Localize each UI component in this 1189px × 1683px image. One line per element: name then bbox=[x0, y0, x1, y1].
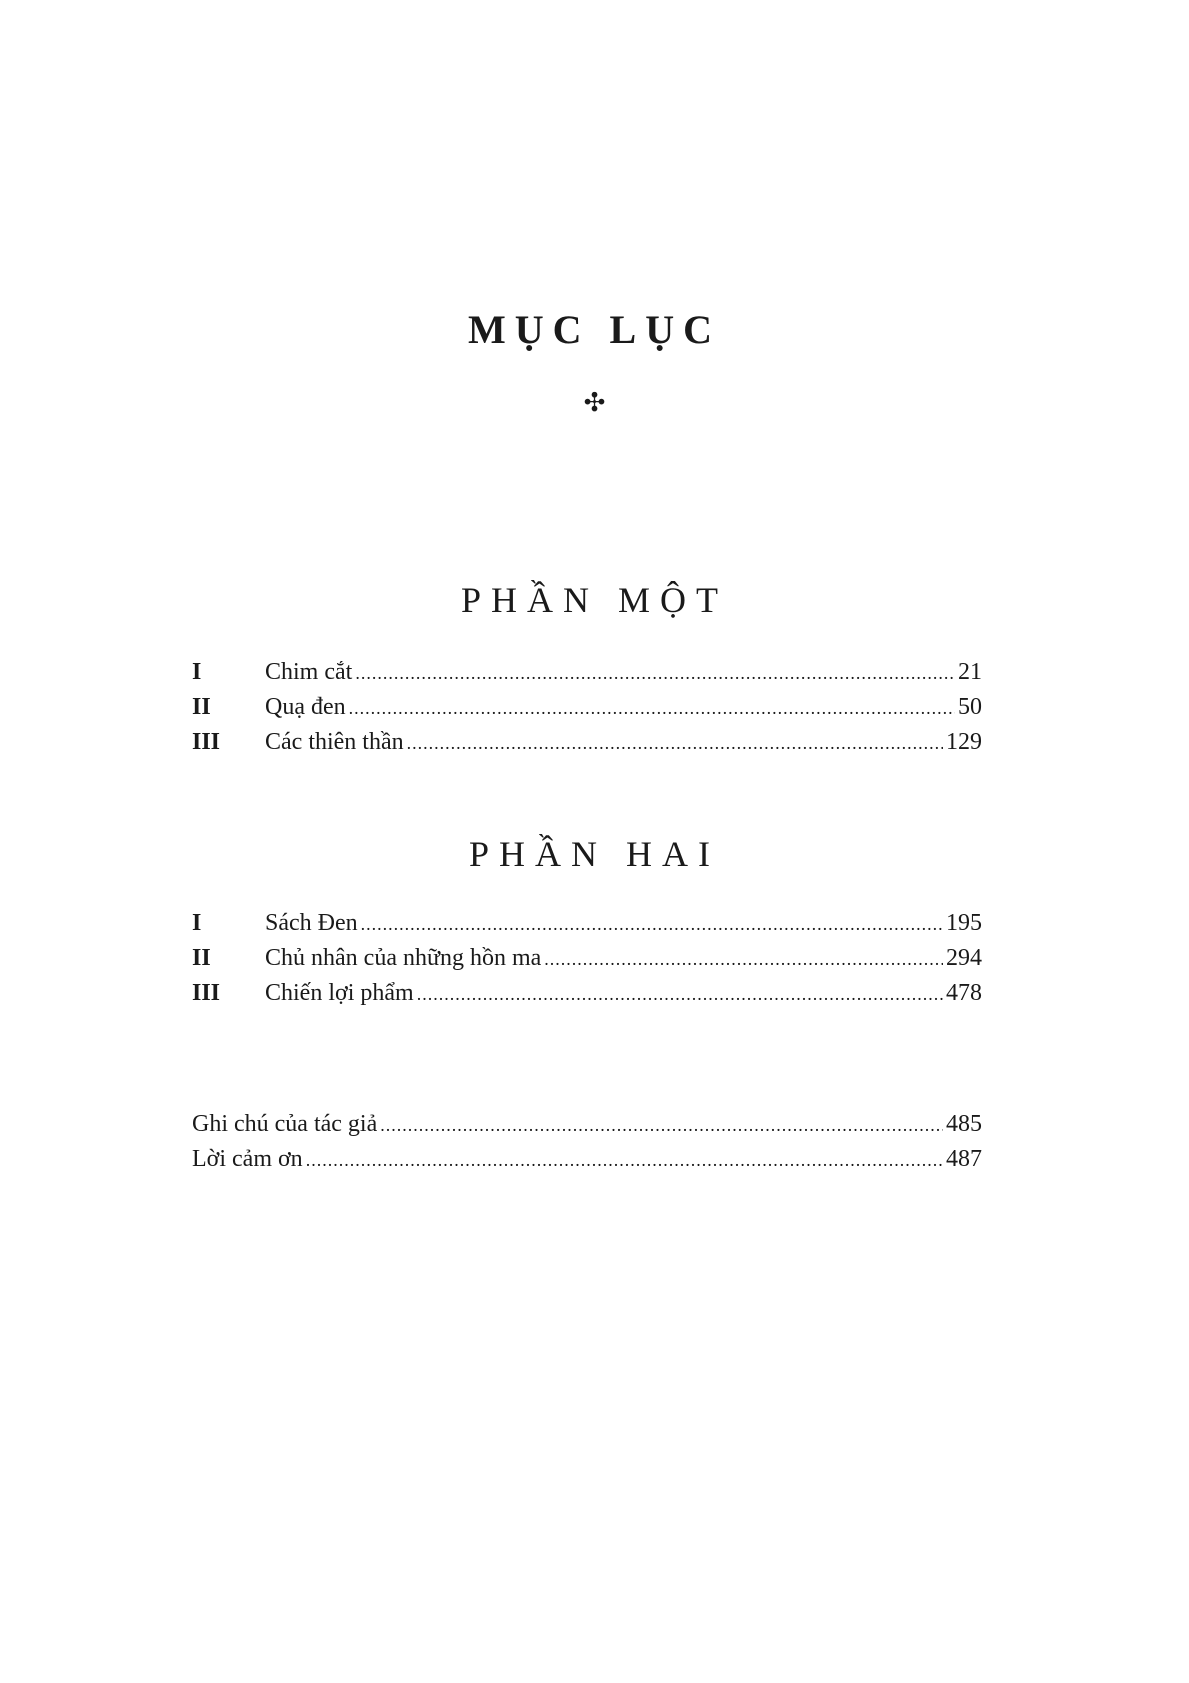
dot-leader bbox=[361, 907, 943, 942]
toc-entry[interactable] bbox=[192, 941, 982, 976]
part-two-heading: PHẦN HAI bbox=[469, 834, 720, 874]
back-matter-list bbox=[192, 1107, 982, 1177]
toc-entry[interactable] bbox=[192, 655, 982, 690]
chapter-number: III bbox=[192, 980, 221, 1006]
chapter-title: Chủ nhân của những hồn ma bbox=[265, 945, 542, 971]
chapter-number: I bbox=[192, 659, 202, 685]
chapter-title: Chiến lợi phẩm bbox=[265, 980, 414, 1006]
toc-entry[interactable] bbox=[192, 976, 982, 1011]
page-number: 21 bbox=[958, 659, 982, 685]
dot-leader bbox=[306, 1143, 943, 1178]
back-matter-title: Lời cảm ơn bbox=[192, 1146, 303, 1172]
dot-leader bbox=[349, 691, 955, 726]
dot-leader bbox=[380, 1108, 943, 1143]
page-number: 487 bbox=[946, 1146, 982, 1172]
dot-leader bbox=[544, 942, 943, 977]
chapter-number: I bbox=[192, 910, 202, 936]
page-number: 478 bbox=[946, 980, 982, 1006]
toc-title: MỤC LỤC bbox=[468, 307, 721, 352]
chapter-number: II bbox=[192, 694, 211, 720]
part-one-list bbox=[192, 655, 982, 760]
toc-entry[interactable] bbox=[192, 725, 982, 760]
part-one-heading: PHẦN MỘT bbox=[460, 580, 728, 620]
toc-entry[interactable] bbox=[192, 1107, 982, 1142]
toc-entry[interactable] bbox=[192, 1142, 982, 1177]
back-matter-title: Ghi chú của tác giả bbox=[192, 1111, 378, 1137]
part-two-list bbox=[192, 906, 982, 1011]
chapter-title: Quạ đen bbox=[265, 694, 346, 720]
page-number: 50 bbox=[958, 694, 982, 720]
dot-leader bbox=[417, 977, 943, 1012]
chapter-number: III bbox=[192, 729, 221, 755]
chapter-title: Chim cắt bbox=[265, 659, 353, 685]
toc-entry[interactable] bbox=[192, 906, 982, 941]
dot-leader bbox=[355, 656, 955, 691]
page-number: 294 bbox=[946, 945, 982, 971]
page-number: 485 bbox=[946, 1111, 982, 1137]
page-number: 129 bbox=[946, 729, 982, 755]
ornament-icon: ✣ bbox=[583, 388, 606, 418]
toc-entry[interactable] bbox=[192, 690, 982, 725]
chapter-title: Sách Đen bbox=[265, 910, 358, 936]
page-number: 195 bbox=[946, 910, 982, 936]
dot-leader bbox=[407, 726, 943, 761]
chapter-title: Các thiên thần bbox=[265, 729, 404, 755]
chapter-number: II bbox=[192, 945, 211, 971]
